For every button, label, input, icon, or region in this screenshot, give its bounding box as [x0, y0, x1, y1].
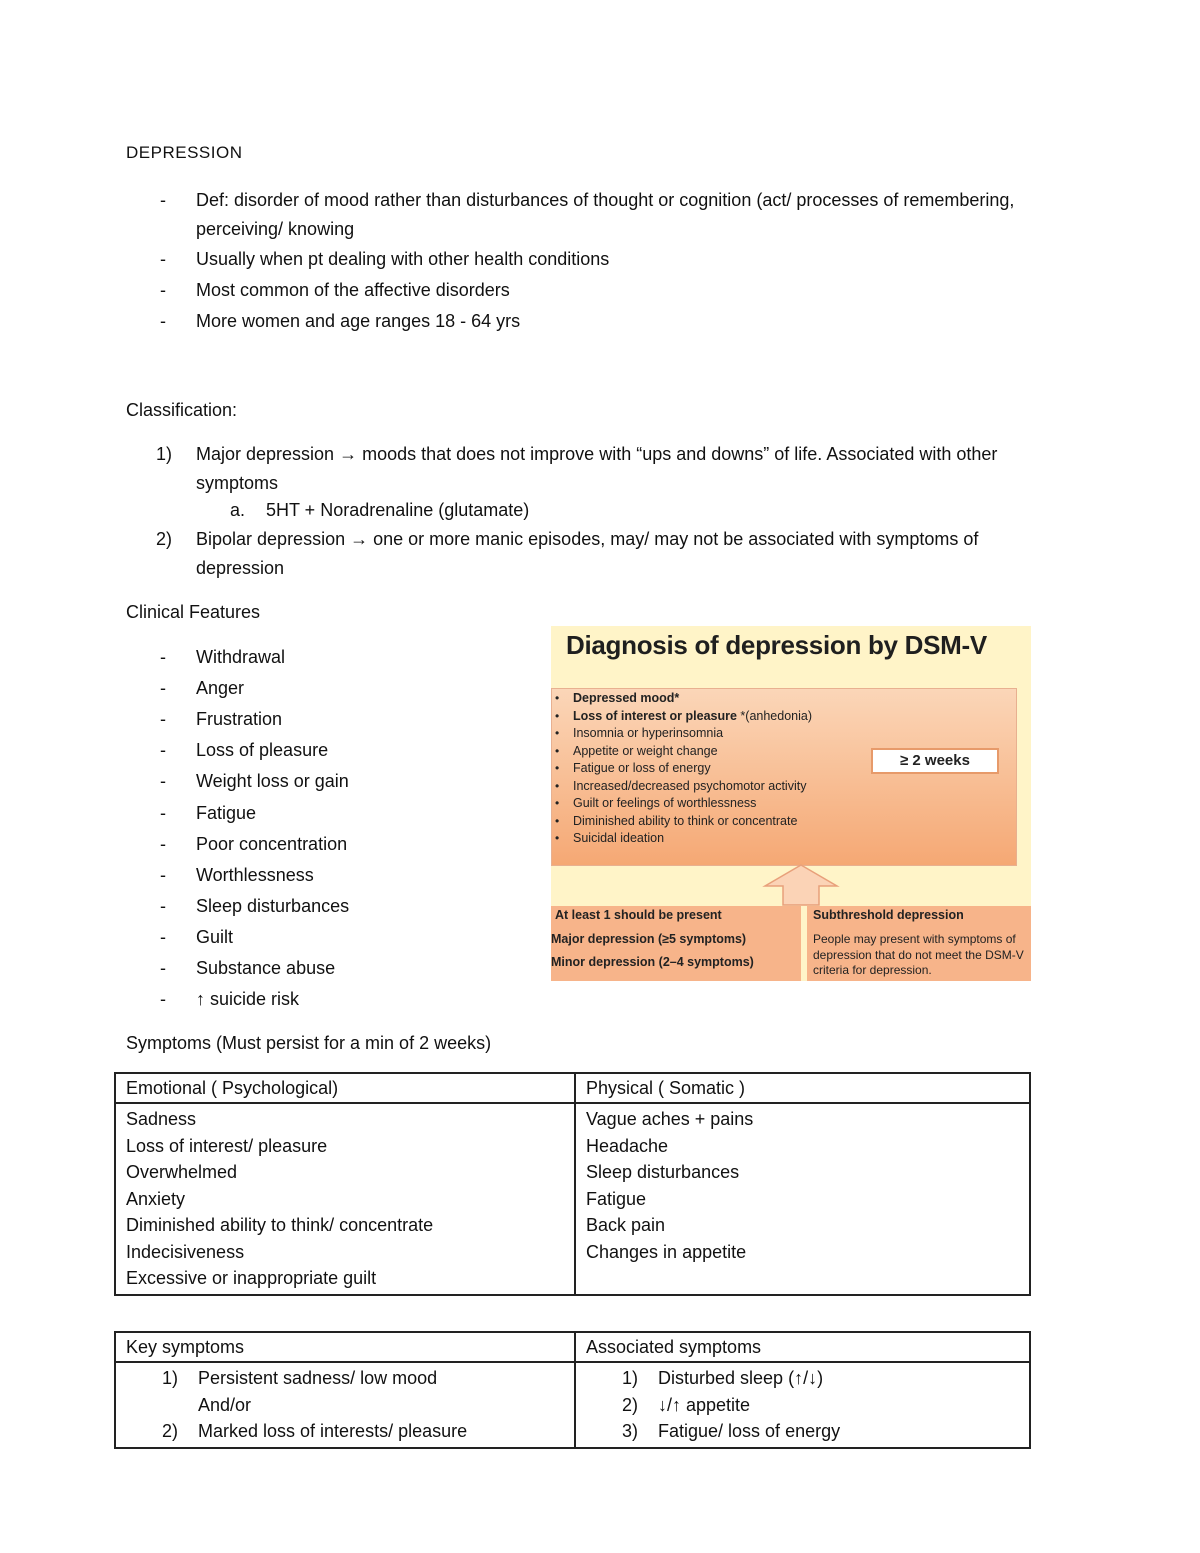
associated-symptoms-cell: [575, 1362, 1030, 1448]
list-text: Marked loss of interests/ pleasure: [198, 1421, 468, 1441]
bullet-dash: -: [160, 740, 166, 760]
clinical-feature-item: Worthlessness: [196, 865, 314, 885]
criteria-bold-text: Loss of interest or pleasure: [573, 708, 737, 723]
bullet-dash: -: [160, 249, 166, 269]
criteria-item: [555, 690, 812, 708]
key-symptom-item: [126, 1418, 564, 1445]
bullet-dash: -: [160, 280, 166, 300]
physical-symptom: Sleep disturbances: [586, 1162, 740, 1182]
criteria-item: [555, 725, 812, 743]
table-header: Key symptoms: [115, 1332, 575, 1362]
physical-symptom: Vague aches + pains: [586, 1109, 754, 1129]
emotional-symptom: Overwhelmed: [126, 1162, 238, 1182]
bullet-dash: -: [160, 834, 166, 854]
emotional-symptom: Excessive or inappropriate guilt: [126, 1268, 377, 1288]
key-symptom-item: [126, 1365, 564, 1392]
symptoms-heading: Symptoms (Must persist for a min of 2 weeks): [126, 1033, 492, 1053]
dsm-figure: [551, 626, 1031, 981]
clinical-feature-item: Guilt: [196, 927, 234, 947]
emotional-symptom: Sadness: [126, 1109, 197, 1129]
bullet-dash: -: [160, 709, 166, 729]
list-text: And/or: [198, 1394, 252, 1415]
bullet-dash: -: [160, 803, 166, 823]
classification-major: Major depression → moods that does not improve with “ups and downs” of life. Associated with other: [196, 444, 998, 464]
criteria-item: [555, 830, 812, 848]
physical-symptom: Headache: [586, 1135, 669, 1156]
bullet-dash: -: [160, 678, 166, 698]
bullet-dash: -: [160, 311, 166, 331]
intro-bullet: Usually when pt dealing with other health conditions: [196, 249, 610, 269]
clinical-feature-item: Fatigue: [196, 803, 257, 823]
up-arrow-icon: [761, 864, 841, 906]
criteria-item: [555, 795, 812, 813]
clinical-feature-item: Sleep disturbances: [196, 896, 350, 916]
classification-heading: Classification:: [126, 400, 238, 420]
list-number: 1): [162, 1368, 179, 1388]
subthreshold-title: Subthreshold depression: [813, 908, 964, 922]
physical-cell: [575, 1103, 1030, 1295]
at-least-text: At least 1 should be present: [555, 908, 722, 922]
bullet-dash: -: [160, 190, 166, 210]
associated-symptom-item: [586, 1365, 1019, 1392]
clinical-feature-item: Loss of pleasure: [196, 740, 329, 760]
list-number: 2): [156, 529, 173, 549]
bullet-dash: -: [160, 989, 166, 1009]
criteria-text: Suicidal ideation: [573, 831, 665, 845]
table-header: Associated symptoms: [575, 1332, 1030, 1362]
symptoms-table: [114, 1072, 1031, 1296]
clinical-feature-item: Weight loss or gain: [196, 771, 349, 791]
list-text: Fatigue/ loss of energy: [658, 1421, 841, 1441]
criteria-item: [555, 708, 812, 726]
subthreshold-box: [807, 906, 1031, 981]
clinical-feature-item: Withdrawal: [196, 647, 286, 667]
clinical-heading: Clinical Features: [126, 602, 261, 622]
criteria-list: [555, 690, 812, 848]
key-symptoms-cell: [115, 1362, 575, 1448]
intro-bullet-def-cont: perceiving/ knowing: [196, 219, 355, 239]
emotional-symptom: Anxiety: [126, 1188, 186, 1209]
criteria-item: [555, 778, 812, 796]
criteria-text: Guilt or feelings of worthlessness: [573, 796, 757, 810]
criteria-text: *(anhedonia): [736, 708, 812, 723]
physical-symptom: Back pain: [586, 1215, 666, 1235]
bullet-dash: -: [160, 771, 166, 791]
key-symptom-item: [126, 1392, 564, 1419]
criteria-item: [555, 813, 812, 831]
key-symptoms-table: [114, 1331, 1031, 1449]
intro-bullet: Most common of the affective disorders: [196, 280, 510, 300]
table-header: Emotional ( Psychological): [115, 1073, 575, 1103]
physical-symptom: Fatigue: [586, 1188, 647, 1209]
list-text: Disturbed sleep (↑/↓): [658, 1368, 824, 1388]
bullet-dash: -: [160, 958, 166, 978]
associated-symptom-item: [586, 1418, 1019, 1445]
bullet-dash: -: [160, 896, 166, 916]
figure-title: Diagnosis of depression by DSM-V: [566, 630, 987, 660]
clinical-feature-item: Frustration: [196, 709, 283, 729]
list-number: 2): [622, 1394, 639, 1415]
criteria-item: [555, 743, 812, 761]
criteria-text: Fatigue or loss of energy: [573, 761, 711, 775]
list-number: 2): [162, 1421, 179, 1441]
bullet-dash: -: [160, 647, 166, 667]
list-number: 1): [622, 1368, 639, 1388]
emotional-symptom: Diminished ability to think/ concentrate: [126, 1215, 434, 1235]
classification-major-sub: 5HT + Noradrenaline (glutamate): [266, 500, 530, 520]
classification-major-cont: symptoms: [196, 473, 279, 493]
list-number: 3): [622, 1421, 639, 1441]
subthreshold-text: People may present with symptoms of depression that do not meet the DSM-V criteria for depression.: [813, 932, 1024, 977]
associated-symptom-item: [586, 1392, 1019, 1419]
criteria-bold-text: Depressed mood*: [573, 691, 680, 705]
intro-bullet-def: Def: disorder of mood rather than disturbances of thought or cognition (act/ processes of remembering,: [196, 190, 1015, 210]
clinical-feature-item: Anger: [196, 678, 245, 698]
bullet-dash: -: [160, 865, 166, 885]
weeks-badge: ≥ 2 weeks: [871, 748, 999, 774]
classification-bipolar-cont: depression: [196, 558, 285, 578]
criteria-text: Diminished ability to think or concentrate: [573, 813, 798, 828]
criteria-text: Appetite or weight change: [573, 743, 718, 758]
criteria-item: [555, 760, 812, 778]
list-text: ↓/↑ appetite: [658, 1394, 751, 1415]
emotional-cell: [115, 1103, 575, 1295]
physical-symptom: Changes in appetite: [586, 1241, 747, 1262]
major-depression-text: Major depression (≥5 symptoms): [551, 932, 747, 946]
classification-bipolar: Bipolar depression → one or more manic episodes, may/ may not be associated with symptoms of: [196, 529, 979, 549]
minor-depression-text: Minor depression (2–4 symptoms): [551, 955, 754, 969]
major-minor-box: [551, 906, 801, 981]
page-title: DEPRESSION: [126, 143, 243, 162]
intro-bullet: More women and age ranges 18 - 64 yrs: [196, 311, 521, 331]
criteria-text: Increased/decreased psychomotor activity: [573, 778, 807, 793]
emotional-symptom: Indecisiveness: [126, 1241, 245, 1262]
sub-list-letter: a.: [230, 500, 246, 520]
clinical-feature-item: Poor concentration: [196, 834, 348, 854]
table-header: Physical ( Somatic ): [575, 1073, 1030, 1103]
list-number: 1): [156, 444, 173, 464]
clinical-feature-item: Substance abuse: [196, 958, 336, 978]
list-text: Persistent sadness/ low mood: [198, 1368, 438, 1388]
bullet-dash: -: [160, 927, 166, 947]
emotional-symptom: Loss of interest/ pleasure: [126, 1135, 328, 1156]
clinical-feature-item: ↑ suicide risk: [196, 989, 300, 1009]
criteria-text: Insomnia or hyperinsomnia: [573, 726, 724, 740]
